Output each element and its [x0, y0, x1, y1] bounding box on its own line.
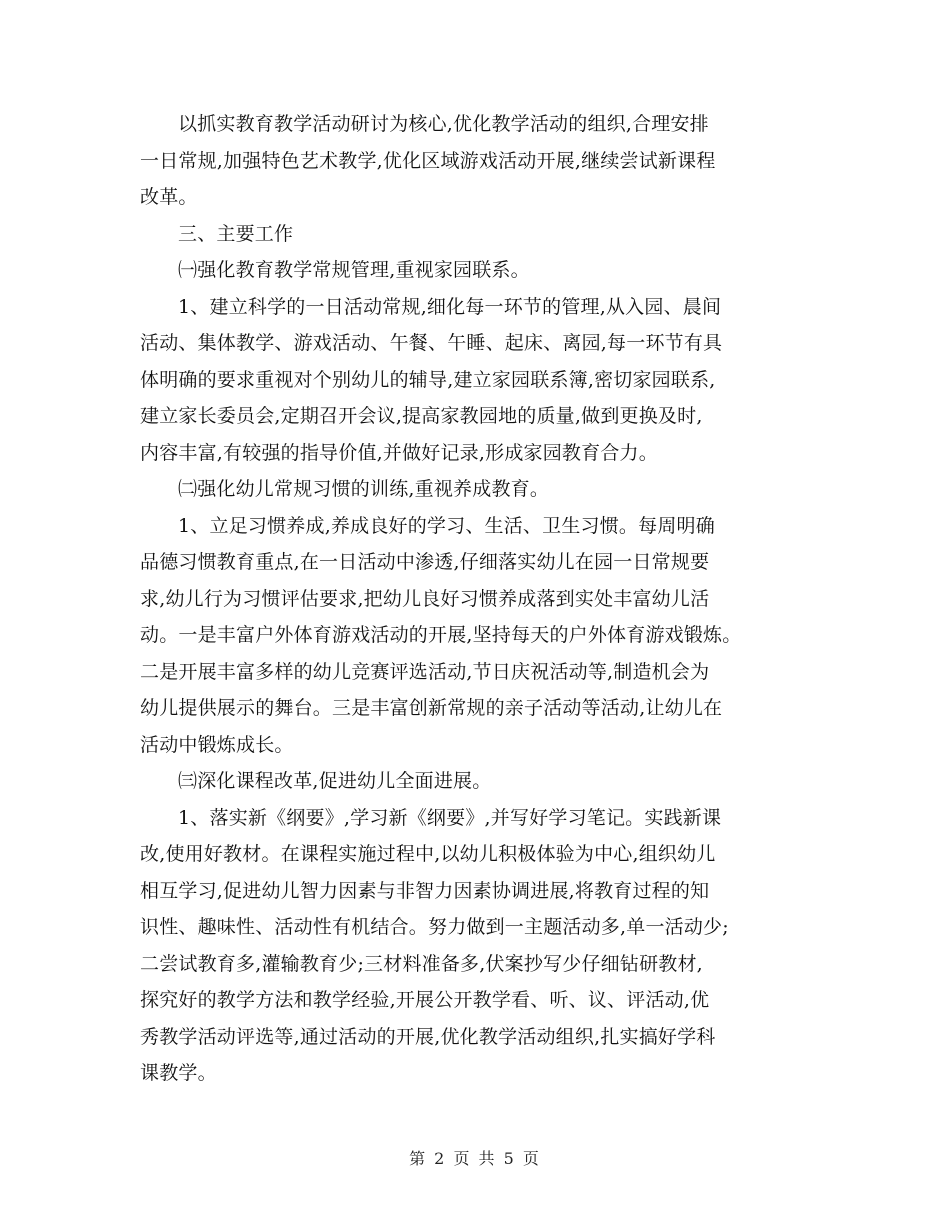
text-line: 1、立足习惯养成,养成良好的学习、生活、卫生习惯。每周明确: [178, 514, 715, 537]
text-line: 改革。: [140, 186, 198, 208]
text-line: ㈠强化教育教学常规管理,重视家园联系。: [178, 259, 530, 281]
text-line: ㈢深化课程改革,促进幼儿全面进展。: [178, 770, 492, 792]
text-line: 二尝试教育多,灌输教育少;三材料准备多,伏案抄写少仔细钻研教材,: [140, 952, 703, 975]
text-line: 秀教学活动评选等,通过活动的开展,优化教学活动组织,扎实搞好学科: [140, 1025, 716, 1048]
text-line: 活动、集体教学、游戏活动、午餐、午睡、起床、离园,每一环节有具: [140, 332, 723, 354]
text-line: 体明确的要求重视对个别幼儿的辅导,建立家园联系簿,密切家园联系,: [140, 368, 716, 391]
text-line: 内容丰富,有较强的指导价值,并做好记录,形成家园教育合力。: [140, 441, 658, 464]
page-number-footer: 第 2 页 共 5 页: [409, 1149, 541, 1168]
text-line: 课教学。: [140, 1062, 217, 1084]
text-line: 建立家长委员会,定期召开会议,提高家教园地的质量,做到更换及时,: [140, 405, 703, 427]
text-line: 以抓实教育教学活动研讨为核心,优化教学活动的组织,合理安排: [178, 113, 709, 135]
text-line: 三、主要工作: [178, 222, 294, 245]
document-body: [140, 106, 820, 1092]
text-line: 幼儿提供展示的舞台。三是丰富创新常规的亲子活动等活动,让幼儿在: [140, 697, 723, 719]
text-line: 探究好的教学方法和教学经验,开展公开教学看、听、议、评活动,优: [140, 989, 710, 1011]
text-line: 品德习惯教育重点,在一日活动中渗透,仔细落实幼儿在园一日常规要: [140, 551, 710, 573]
text-line: 识性、趣味性、活动性有机结合。努力做到一主题活动多,单一活动少;: [140, 916, 729, 938]
text-line: ㈡强化幼儿常规习惯的训练,重视养成教育。: [178, 478, 550, 500]
text-line: 二是开展丰富多样的幼儿竞赛评选活动,节日庆祝活动等,制造机会为: [140, 660, 710, 683]
text-line: 1、落实新《纲要》,学习新《纲要》,并写好学习笔记。实践新课: [178, 806, 722, 829]
text-line: 活动中锻炼成长。: [140, 733, 294, 756]
text-line: 改,使用好教材。在课程实施过程中,以幼儿积极体验为中心,组织幼儿: [140, 843, 716, 865]
text-line: 1、建立科学的一日活动常规,细化每一环节的管理,从入园、晨间: [178, 295, 722, 318]
text-line: 一日常规,加强特色艺术教学,优化区域游戏活动开展,继续尝试新课程: [140, 149, 716, 172]
text-line: 相互学习,促进幼儿智力因素与非智力因素协调进展,将教育过程的知: [140, 879, 710, 902]
text-line: 动。一是丰富户外体育游戏活动的开展,坚持每天的户外体育游戏锻炼。: [140, 624, 742, 646]
text-line: 求,幼儿行为习惯评估要求,把幼儿良好习惯养成落到实处丰富幼儿活: [140, 587, 710, 610]
